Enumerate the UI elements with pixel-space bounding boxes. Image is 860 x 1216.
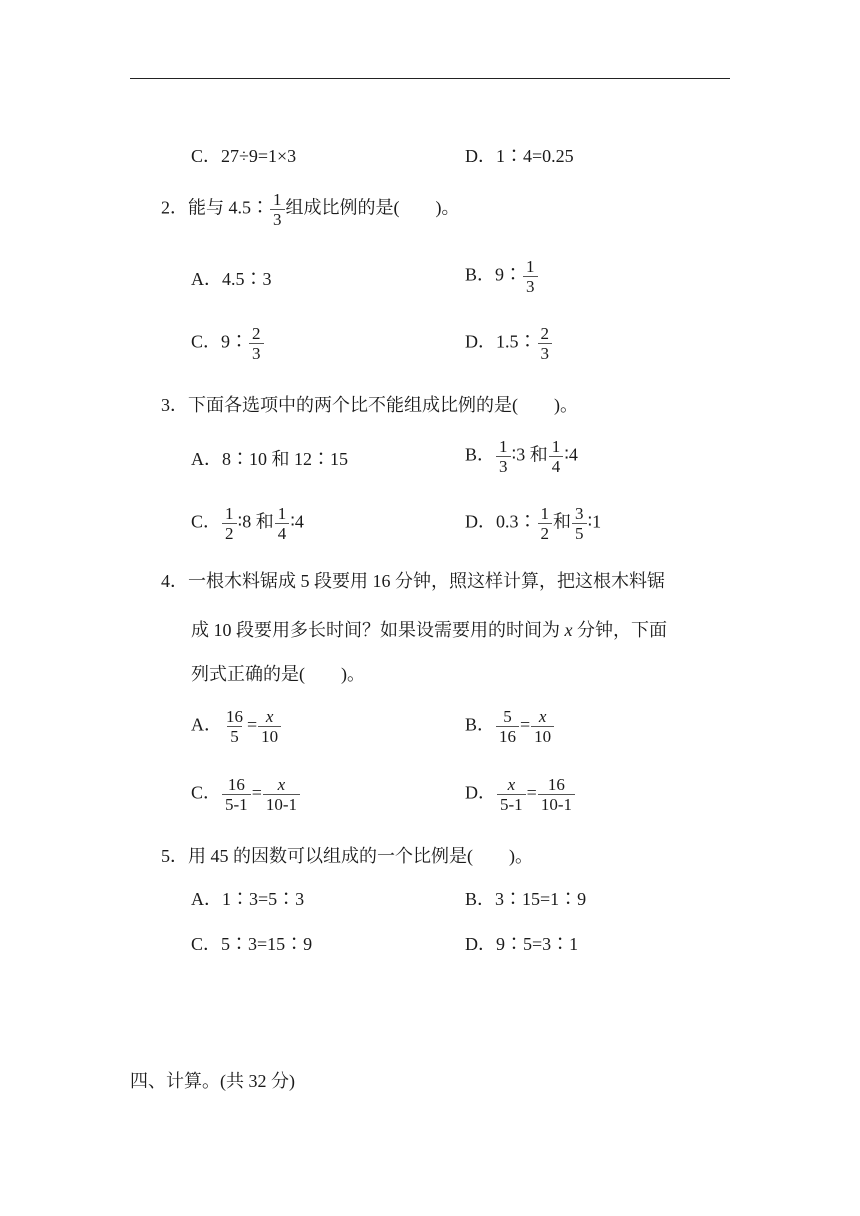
- fraction: $\frac{5}{16}$: [496, 707, 519, 746]
- fraction: $\frac{1}{4}$: [275, 504, 290, 543]
- q2-stem-fraction: $\frac{1}{3}$: [270, 190, 285, 229]
- q4-stem-line3: 列式正确的是( )。: [191, 664, 365, 684]
- fraction: $\frac{16}{10-1}$: [538, 775, 575, 814]
- fraction: $\frac{x}{5-1}$: [497, 775, 526, 814]
- q5-option-d: D．9∶5=3∶1: [465, 934, 579, 954]
- top-rule: [130, 78, 730, 79]
- q3-number: 3．: [161, 395, 188, 415]
- q5-option-b: B．3∶15=1∶9: [465, 889, 587, 909]
- q3-stem: 3．下面各选项中的两个比不能组成比例的是( )。: [161, 395, 578, 415]
- fraction: $\frac{1}{2}$: [222, 504, 237, 543]
- q4-stem-line2: 成 10 段要用多长时间？如果设需要用的时间为 x 分钟，下面: [191, 620, 667, 640]
- q1-option-d: D．1∶4=0.25: [465, 146, 574, 166]
- q2-option-d: D．1.5∶ $\frac{2}{3}$: [465, 324, 553, 363]
- q4-option-d: D． $\frac{x}{5-1}$ = $\frac{16}{10-1}$: [465, 775, 576, 814]
- q5-number: 5．: [161, 846, 188, 866]
- q2-option-b: B．9∶ $\frac{1}{3}$: [465, 257, 539, 296]
- q1-option-c: C．27÷9=1×3: [191, 146, 297, 166]
- fraction: $\frac{1}{4}$: [549, 437, 564, 476]
- q4-option-a: A． $\frac{16}{5}$ = $\frac{x}{10}$: [191, 707, 282, 746]
- fraction: $\frac{1}{3}$: [496, 437, 511, 476]
- fraction: $\frac{x}{10}$: [258, 707, 281, 746]
- q5-stem: 5．用 45 的因数可以组成的一个比例是( )。: [161, 846, 533, 866]
- fraction: $\frac{3}{5}$: [572, 504, 587, 543]
- q4-number: 4．: [161, 571, 188, 591]
- q2-option-c: C．9∶ $\frac{2}{3}$: [191, 324, 265, 363]
- section-heading: 四、计算。(共 32 分): [130, 1071, 295, 1091]
- fraction: $\frac{16}{5-1}$: [222, 775, 251, 814]
- fraction: $\frac{x}{10}$: [531, 707, 554, 746]
- fraction: $\frac{16}{5}$: [226, 707, 243, 746]
- q3-option-d: D．0.3∶ $\frac{1}{2}$ 和 $\frac{3}{5}$ ∶1: [465, 504, 602, 543]
- fraction: $\frac{2}{3}$: [538, 324, 553, 363]
- q2-stem-pre: 能与 4.5∶: [188, 197, 269, 218]
- fraction: $\frac{1}{2}$: [538, 504, 553, 543]
- fraction: $\frac{1}{3}$: [523, 257, 538, 296]
- q2-stem-post: 组成比例的是( )。: [285, 197, 460, 218]
- fraction: $\frac{2}{3}$: [249, 324, 264, 363]
- q2-option-a: A．4.5∶3: [191, 269, 272, 289]
- q2-number: 2．: [161, 197, 188, 218]
- q2-stem: [161, 190, 460, 229]
- q4-option-c: C． $\frac{16}{5-1}$ = $\frac{x}{10-1}$: [191, 775, 301, 814]
- q5-option-a: A．1∶3=5∶3: [191, 889, 305, 909]
- q3-option-c: C． $\frac{1}{2}$ ∶8 和 $\frac{1}{4}$ ∶4: [191, 504, 304, 543]
- q4-stem-line1: 4．一根木料锯成 5 段要用 16 分钟，照这样计算，把这根木料锯: [161, 571, 665, 591]
- q3-option-a: A．8∶10 和 12∶15: [191, 449, 348, 469]
- q4-option-b: B． $\frac{5}{16}$ = $\frac{x}{10}$: [465, 707, 555, 746]
- q5-option-c: C．5∶3=15∶9: [191, 934, 313, 954]
- q3-option-b: B． $\frac{1}{3}$ ∶3 和 $\frac{1}{4}$ ∶4: [465, 437, 578, 476]
- fraction: $\frac{x}{10-1}$: [263, 775, 300, 814]
